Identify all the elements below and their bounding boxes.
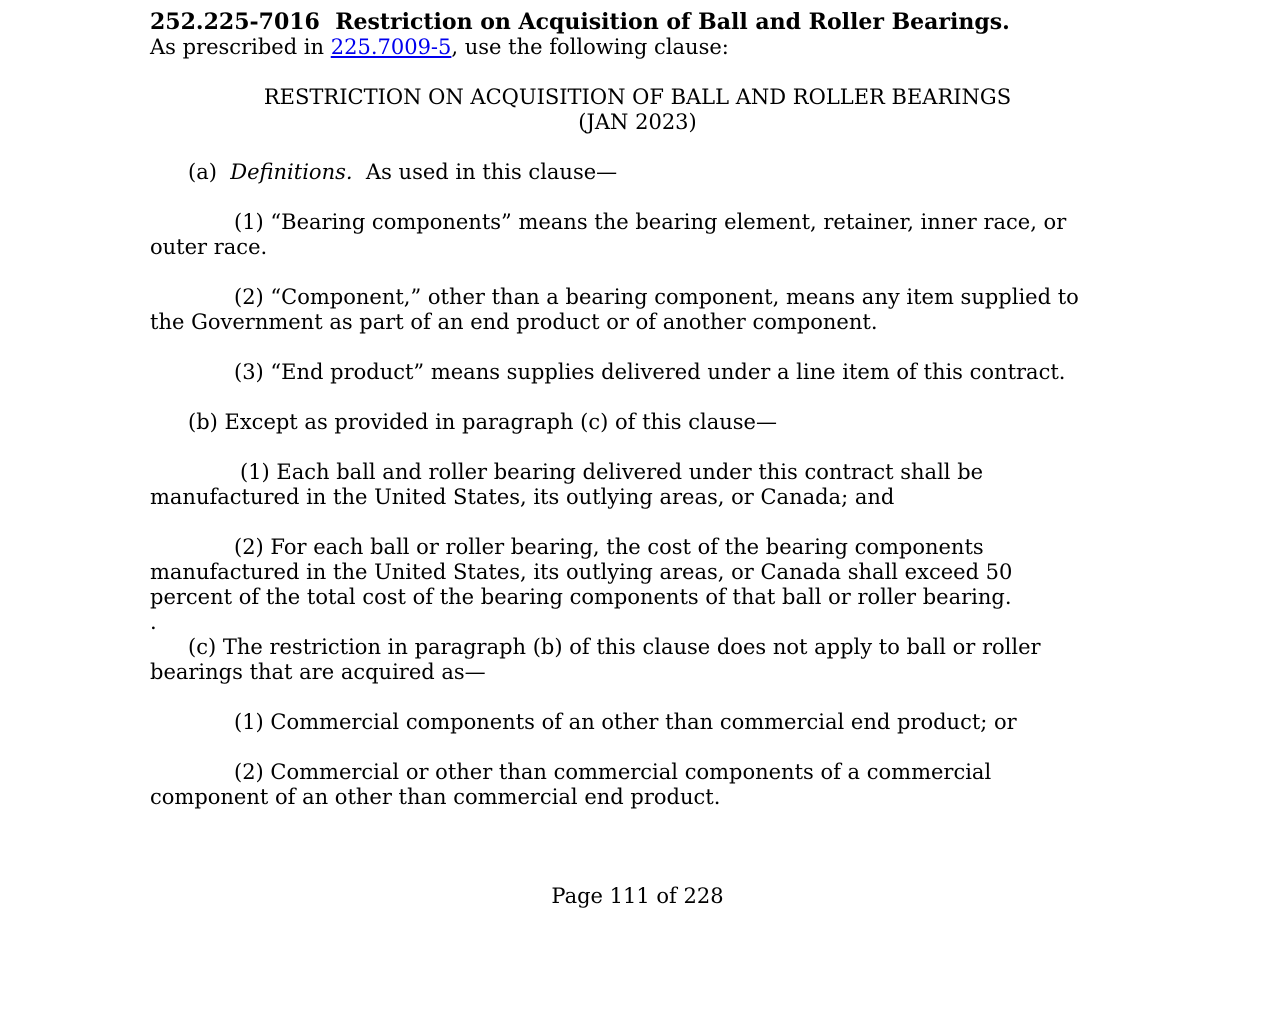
clause-heading xyxy=(150,9,1125,35)
page-number: Page 111 of 228 xyxy=(551,884,724,908)
paragraph-a1-line2: outer race. xyxy=(150,235,268,259)
paragraph-b2-line3: percent of the total cost of the bearing components of that ball or roller bearing. xyxy=(150,585,1012,609)
stray-period: . xyxy=(150,610,157,634)
paragraph-a3-line1: (3) “End product” means supplies delivered under a line item of this contract. xyxy=(234,360,1066,384)
paragraph-c1-line1: (1) Commercial components of an other than commercial end product; or xyxy=(234,710,1017,734)
clause-date: (JAN 2023) xyxy=(578,110,697,134)
paragraph-a-text: As used in this clause— xyxy=(365,160,618,184)
definitions-term: Definitions. xyxy=(230,160,353,184)
prescription-line xyxy=(150,35,1125,60)
paragraph-b1-line2: manufactured in the United States, its outlying areas, or Canada; and xyxy=(150,485,895,509)
clause-number: 252.225-7016 xyxy=(150,9,320,35)
clause-heading-title: Restriction on Acquisition of Ball and Roller Bearings. xyxy=(335,9,1010,35)
paragraph-c2-line1: (2) Commercial or other than commercial components of a commercial xyxy=(234,760,992,784)
paragraph-b2-line2: manufactured in the United States, its outlying areas, or Canada shall exceed 50 xyxy=(150,560,1013,584)
prescription-prefix: As prescribed in xyxy=(150,35,331,59)
paragraph-c2-line2: component of an other than commercial end product. xyxy=(150,785,721,809)
paragraph-a2-line2: the Government as part of an end product or of another component. xyxy=(150,310,878,334)
paragraph-b1-line1: (1) Each ball and roller bearing delivered under this contract shall be xyxy=(240,460,984,484)
paragraph-a xyxy=(150,160,1125,185)
paragraph-b: (b) Except as provided in paragraph (c) of this clause— xyxy=(188,410,777,434)
prescription-suffix: , use the following clause: xyxy=(451,35,729,59)
paragraph-a-label: (a) xyxy=(188,160,217,184)
paragraph-a2-line1: (2) “Component,” other than a bearing component, means any item supplied to xyxy=(234,285,1079,309)
clause-title: RESTRICTION ON ACQUISITION OF BALL AND ROLLER BEARINGS xyxy=(263,85,1012,109)
paragraph-a1-line1: (1) “Bearing components” means the bearing element, retainer, inner race, or xyxy=(234,210,1067,234)
paragraph-b2-line1: (2) For each ball or roller bearing, the cost of the bearing components xyxy=(234,535,984,559)
paragraph-c-line2: bearings that are acquired as— xyxy=(150,660,486,684)
section-link[interactable]: 225.7009-5 xyxy=(330,35,452,59)
document-page xyxy=(150,9,1125,810)
paragraph-c-line1: (c) The restriction in paragraph (b) of this clause does not apply to ball or roller xyxy=(188,635,1041,659)
